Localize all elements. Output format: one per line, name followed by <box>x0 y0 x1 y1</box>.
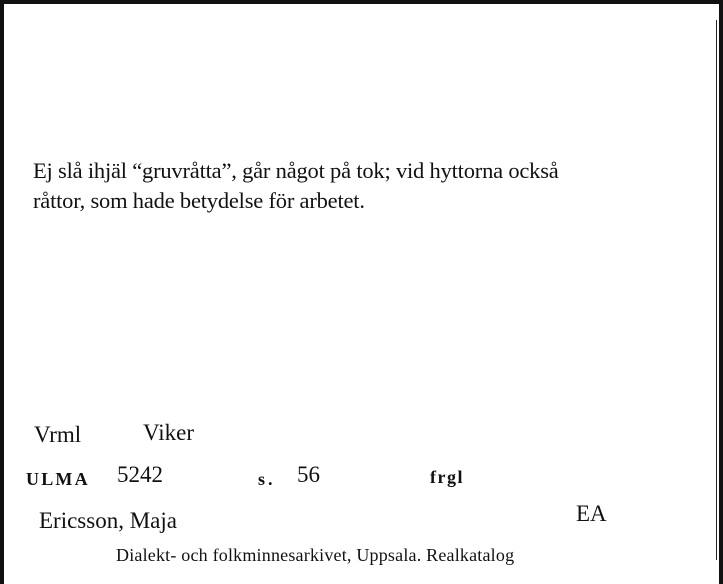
province-label: Vrml <box>34 422 82 447</box>
page-number: 56 <box>297 462 320 487</box>
category-keyword: frgl <box>430 467 464 487</box>
page-prefix: s. <box>258 469 276 489</box>
card-right-inner-line <box>716 20 717 560</box>
card-top-edge <box>0 0 723 4</box>
card-text-line-2: råttor, som hade betydelse för arbetet. <box>33 188 365 213</box>
card-text-line-1: Ej slå ihjäl “gruvråtta”, går något på tok; vid hyttorna också <box>33 158 559 183</box>
archive-code: ULMA <box>26 469 90 489</box>
informant-name: Ericsson, Maja <box>39 508 177 533</box>
card-right-edge <box>719 0 723 584</box>
archive-footer: Dialekt- och folkminnesarkivet, Uppsala. Realkatalog <box>116 545 515 565</box>
parish-label: Viker <box>143 420 194 445</box>
accession-number: 5242 <box>117 462 163 487</box>
collector-initials: EA <box>576 501 607 526</box>
card-left-edge <box>0 0 4 584</box>
